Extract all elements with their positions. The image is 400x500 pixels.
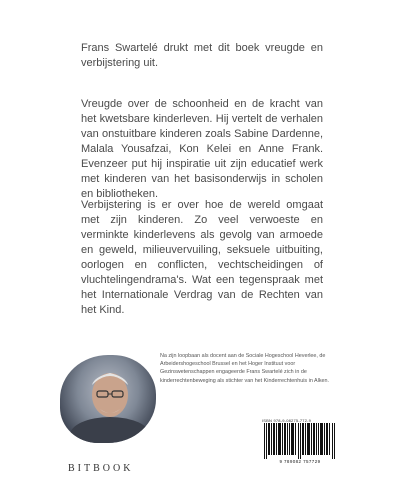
author-bio: Na zijn loopbaan als docent aan de Sociale Hogeschool Heverlee, de Arbeidershogeschool Brussel en het Hoger Instituut voor Gezinswetenschappen engageerde Frans Swartelé zich in de kinderrechtenbeweging als stichter van het Kinderrechtenhuis in Alken. xyxy=(160,353,330,384)
intro-paragraph: Frans Swartelé drukt met dit boek vreugde en verbijstering uit. xyxy=(81,42,323,69)
joy-paragraph: Vreugde over de schoonheid en de kracht van het kwetsbare kinderleven. Hij vertelt de verhalen van onstuitbare kinderen zoals Sabine Dardenne, Malala Yousafzai, Kon Kelei en Anne Frank. Evenzeer put hij inspiratie uit zijn educatief werk met kinderen van het basisonderwijs in scholen en bibliotheken. xyxy=(81,98,323,200)
barcode-number: 9 789082 757729 xyxy=(279,459,321,464)
isbn-label: ISBN 978-9-08275-772-9 xyxy=(262,418,312,423)
author-photo xyxy=(60,355,156,443)
barcode-bars xyxy=(262,423,338,459)
bewilderment-paragraph: Verbijstering is er over hoe de wereld omgaat met zijn kinderen. Zo veel verwoeste en verminkte kinderlevens als gevolg van armoede en geweld, milieuvervuiling, seksuele uitbuiting, oorlogen en conflicten, vechtscheidingen of vluchtelingendrama's. Wat een tegenspraak met het Internationale Verdrag van de Rechten van het Kind. xyxy=(81,199,323,316)
author-portrait-image xyxy=(60,355,156,443)
publisher-logo: BITBOOK xyxy=(68,463,134,474)
